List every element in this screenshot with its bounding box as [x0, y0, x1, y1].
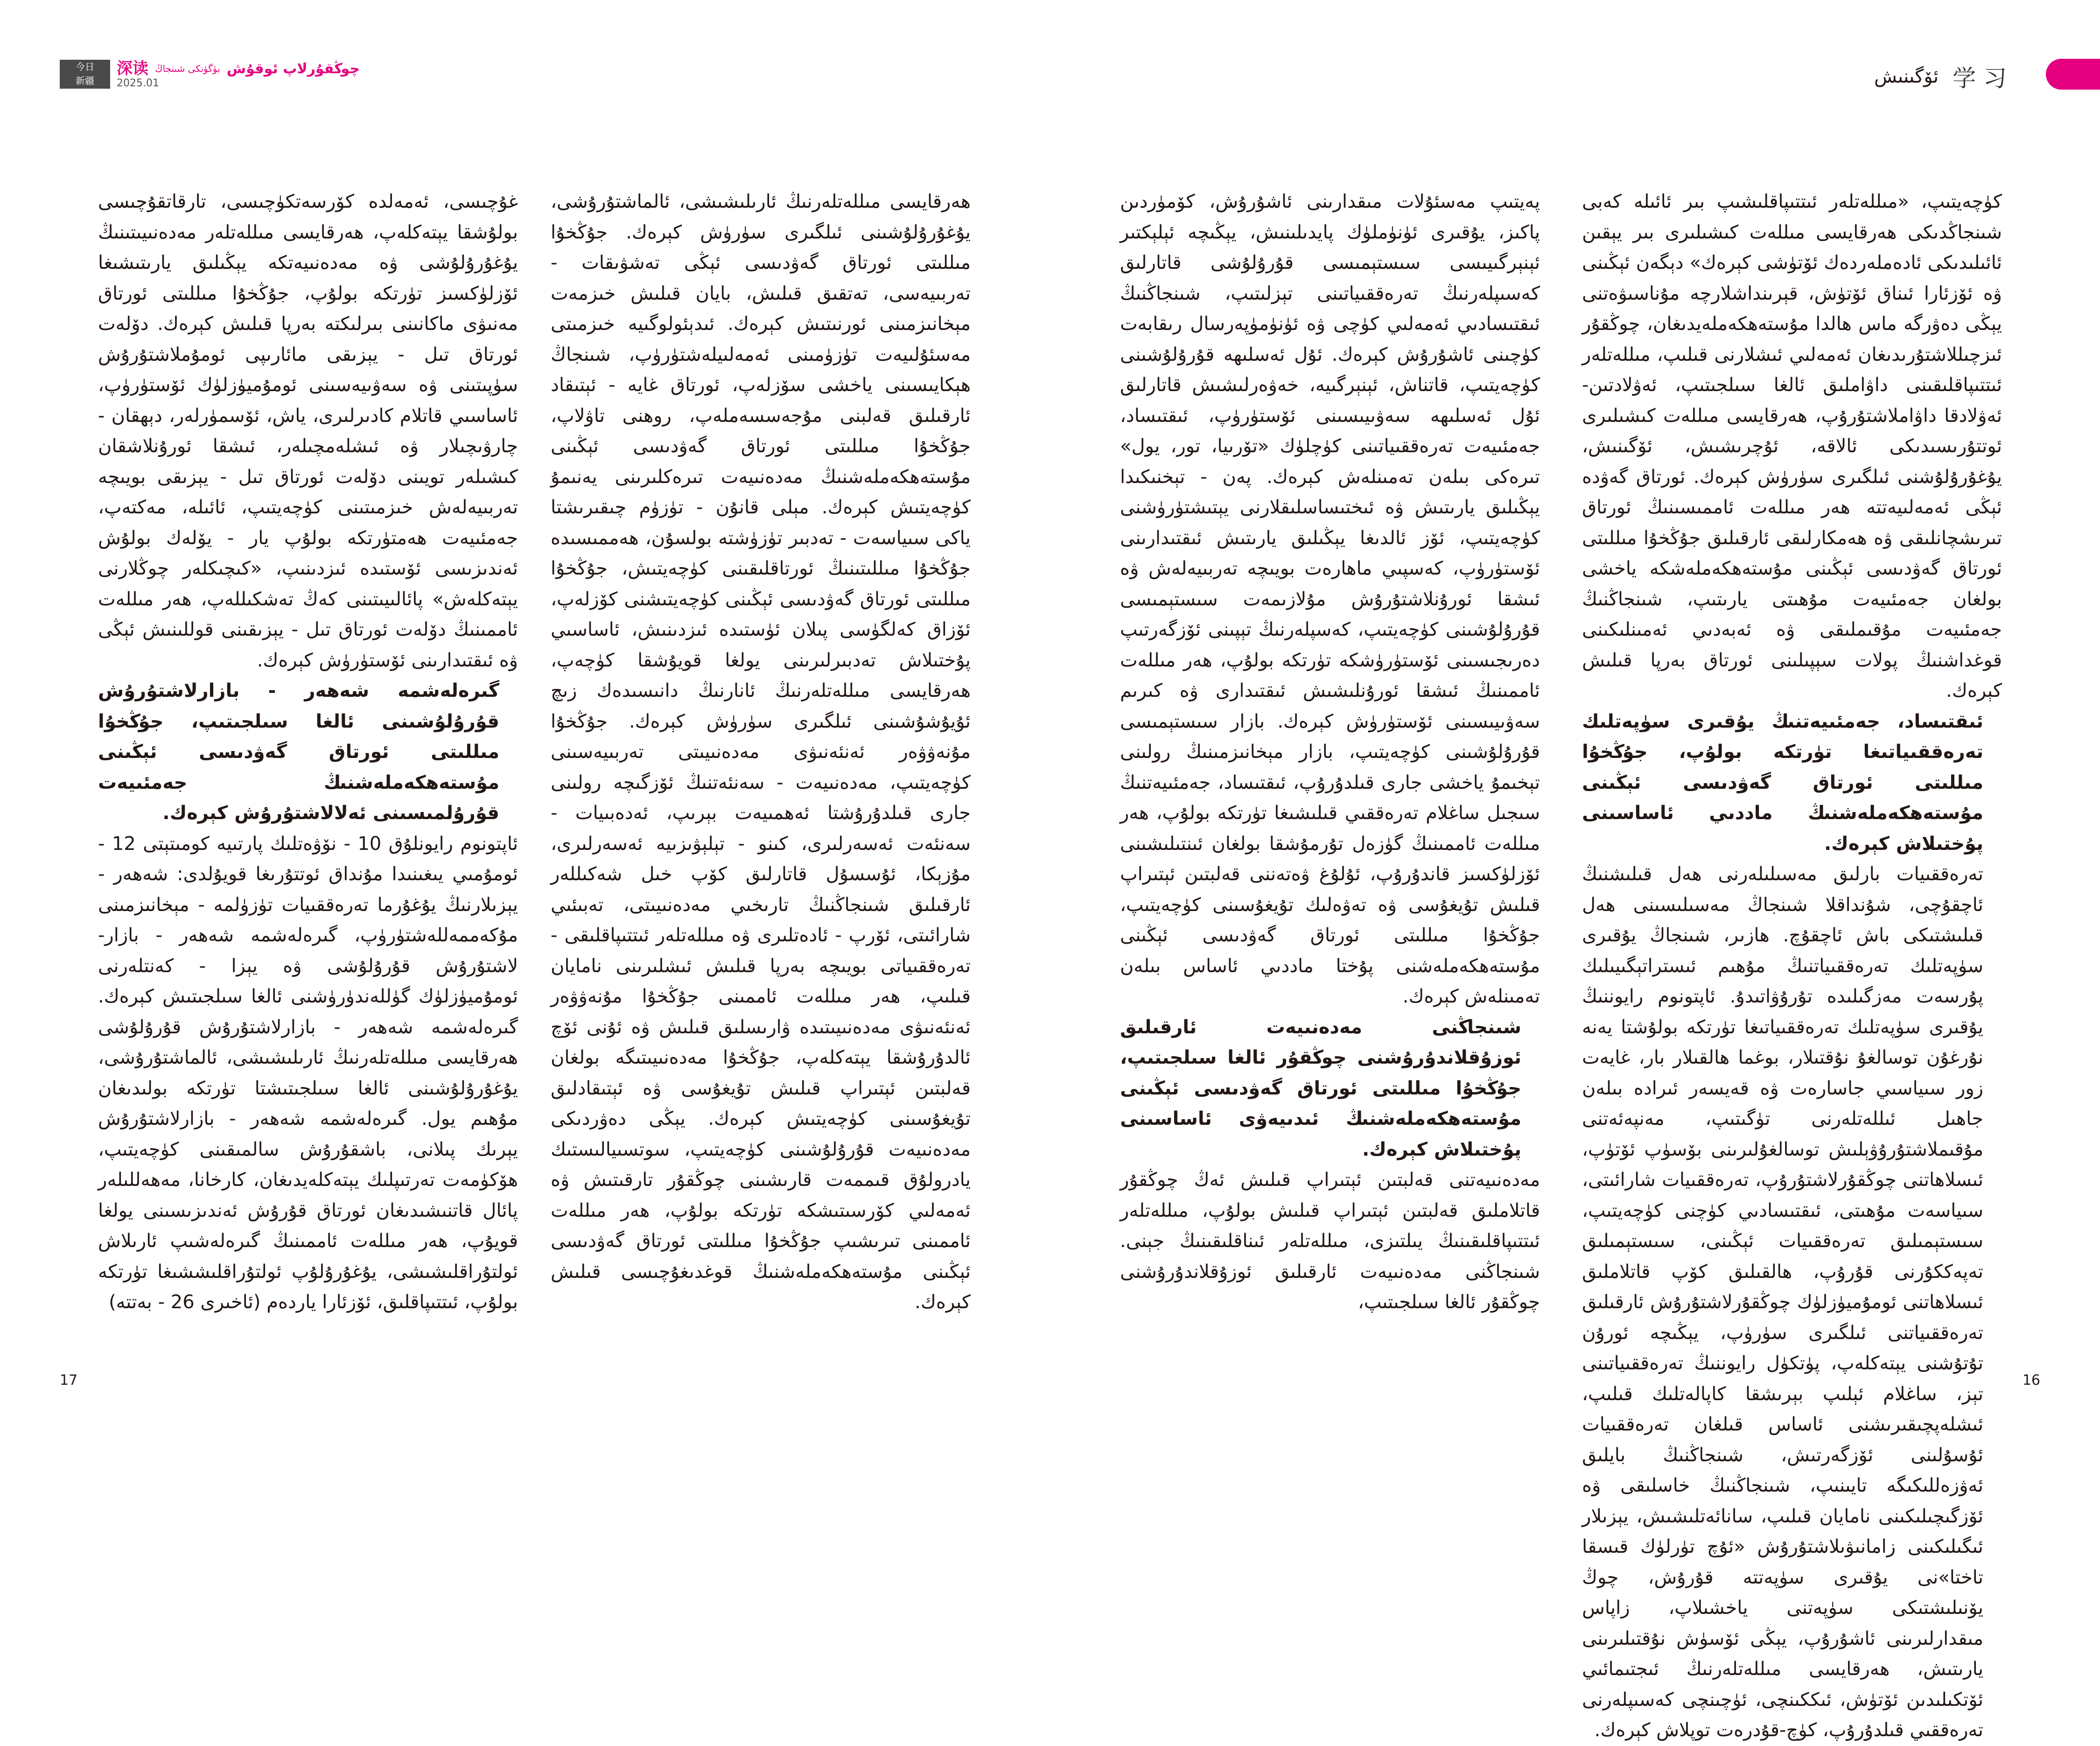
text-column-4	[98, 187, 518, 1367]
logo-sub: 深读	[117, 59, 148, 78]
text-column-3	[551, 187, 971, 1367]
subheading-paragraph: شىنجاڭنى مەدەنىيەت ئارقىلىق ئوزۇقلاندۇرۇشنى چوڭقۇر ئالغا سىلجىتىپ، جۇڭخۇا مىللىتى ئورتاق گەۋدىسى ئېڭىنى مۇستەھكەملەشنىڭ ئىدىيەۋى ئاساسىنى پۇختىلاش كېرەك.	[1120, 1016, 1521, 1160]
body-paragraph: پەيتىپ مەسئۇلات مىقدارىنى ئاشۇرۇش، كۆمۈردىن پاكىز، يۇقىرى ئۈنۈملۈك پايدىلىنىش، يېڭىچە ئېلېكتىر ئېنېرگىيىسى سىستېمىسى قۇرۇلۇشى قاتارلىق كەسىپلەرنىڭ تەرەققىياتىنى تېزلىتىپ، شىنجاڭنىڭ ئىقتىسادىي ئەمەلىي كۈچى ۋە ئۈنۈمۈپەرسال رىقابەت كۈچىنى ئاشۇرۇش كېرەك. ئۇل ئەسلىھە قۇرۇلۇشىنى كۈچەيتىپ، قاتناش، ئېنېرگىيە، خەۋەرلىشىش قاتارلىق ئۇل ئەسلىھە سەۋىيىسىنى ئۆستۈرۈپ، ئىقتىساد، جەمئىيەت تەرەققىياتىنى كۈچلۈك «تۆرىيا، تور، يول» تىرەكى بىلەن تەمىنلەش كېرەك. پەن - تېخنىكىدا يېڭىلىق يارىتىش ۋە ئىختىساسلىقلارنى يېتىشتۈرۈشنى كۈچەيتىپ، ئۆز ئالدىغا يېڭىلىق يارىتىش ئىقتىدارىنى ئۆستۈرۈپ، كەسپىي ماھارەت بويىچە تەربىيەلەش ۋە ئىشقا ئورۇنلاشتۇرۇش مۇلازىمەت سىستېمىسى قۇرۇلۇشىنى كۈچەيتىپ، كەسپلەرنىڭ تېپىنى ئۆزگەرتىپ دەرىجىسىنى ئۆستۈرۈشكە تۈرتكە بولۇپ، ھەر مىللەت ئاممىنىڭ ئىشقا ئورۇنلىشىش ئىقتىدارى ۋە كىرىم سەۋىيىسىنى ئۆستۈرۈش كېرەك. بازار سىستېمىسى قۇرۇلۇشىنى كۈچەيتىپ، بازار مېخانىزمىنىڭ رولىنى تېخىمۇ ياخشى جارى قىلدۇرۇپ، ئىقتىساد، جەمئىيەتنىڭ سىجىل ساغلام تەرەققىي قىلىشىغا تۈرتكە بولۇپ، ھەر مىللەت ئاممىنىڭ گۈزەل تۇرمۇشقا بولغان ئىنتىلىشىنى ئۆزلۈكسىز قاندۇرۇپ، ئۇلۇغ ۋەتەننى قەلبتىن ئېتىراپ قىلىش تۇيغۇسى ۋە تەۋەلىك تۇيغۇسىنى كۈچەيتىپ، جۇڭخۇا مىللىتى ئورتاق گەۋدىسى ئېڭىنى مۇستەھكەملەشنى پۇختا ماددىي ئاساس بىلەن تەمىنلەش كېرەك.	[1120, 191, 1540, 1007]
subheading-paragraph: گىرەلەشمە شەھەر - بازارلاشتۇرۇش قۇرۇلۇشىنى ئالغا سىلجىتىپ، جۇڭخۇا مىللىتى ئورتاق گەۋدىسى ئېڭىنى مۇستەھكەملەشنىڭ جەمئىيەت قۇرۇلمىسىنى ئەلالاشتۇرۇش كېرەك.	[98, 680, 499, 824]
magazine-title: چوڭقۇرلاپ ئوقۇش	[226, 60, 360, 77]
logo-line1: 今日	[76, 61, 94, 72]
issue-date: 2025.01	[117, 77, 159, 89]
body-paragraph: ھەرقايسى مىللەتلەرنىڭ ئارىلىشىشى، ئالماشتۇرۇشى، يۇغۇرۇلۇشىنى ئىلگىرى سۈرۈش كېرەك. جۇڭخۇا مىللىتى ئورتاق گەۋدىسى ئېڭى تەشۋىقات - تەربىيەسى، تەتقىق قىلىش، بايان قىلىش خىزمەت مېخانىزمىنى ئورنىتىش كېرەك. ئىدېئولوگىيە خىزمىتى مەسئۇلىيەت تۈزۈمىنى ئەمەلىيلەشتۈرۈپ، شىنجاڭ ھېكايىسىنى ياخشى سۆزلەپ، ئورتاق غايە - ئېتىقاد ئارقىلىق قەلبنى مۇجەسسەملەپ، روھنى تاۋلاپ، جۇڭخۇا مىللىتى ئورتاق گەۋدىسى ئېڭىنى مۇستەھكەملەشنىڭ مەدەنىيەت تىرەكلىرىنى يەنىمۇ كۈچەيتىش كېرەك. مېلى قانۇن - تۈزۈم چىقىرىشتا ياكى سىياسەت - تەدبىر تۈزۈشتە بولسۇن، ھەممىسىدە جۇڭخۇا مىللىتىنىڭ ئورتاقلىقىنى كۈچەيتىش، جۇڭخۇا مىللىتى ئورتاق گەۋدىسى ئېڭىنى كۈچەيتىشنى كۆزلەپ، ئۆزاق كەلگۈسى پىلان ئۈستىدە ئىزدىنىش، ئاساسىي پۇختىلاش تەدبىرلىرىنى يولغا قويۇشقا كۈچەپ، ھەرقايسى مىللەتلەرنىڭ ئانارنىڭ دانىسىدەك زىچ ئۇيۇشۇشىنى ئىلگىرى سۈرۈش كېرەك. جۇڭخۇا مۇنەۋۋەر ئەنئەنىۋى مەدەنىيىتى تەربىيەسىنى كۈچەيتىپ، مەدەنىيەت - سەنئەتنىڭ ئۆزگىچە رولىنى جارى قىلدۇرۇشتا ئەھمىيەت بېرىپ، ئەدەبىيات - سەنئەت ئەسەرلىرى، كىنو - تېلېۋىزىيە ئەسەرلىرى، مۇزېكا، ئۇسسۇل قاتارلىق كۆپ خىل شەكىللەر ئارقىلىق شىنجاڭنىڭ تارىخىي مەدەنىيىتى، تەبىئىي شارائىتى، ئۆرپ - ئادەتلىرى ۋە مىللەتلەر ئىتتىپاقلىقى - تەرەققىياتى بويىچە بەرپا قىلىش ئىشلىرىنى نامايان قىلىپ، ھەر مىللەت ئاممىنى جۇڭخۇا مۇنەۋۋەر ئەنئەنىۋى مەدەنىيىتىدە ۋارىسلىق قىلىش ۋە ئۇنى ئۆچ ئالدۇرۇشقا يېتەكلەپ، جۇڭخۇا مەدەنىيىتىگە بولغان قەلبتىن ئېتىراپ قىلىش تۇيغۇسى ۋە ئېتىقادلىق تۇيغۇسىنى كۈچەيتىش كېرەك. يېڭى دەۋردىكى مەدەنىيەت قۇرۇلۇشىنى كۈچەيتىپ، سوتسىيالىستىك يادرولۇق قىممەت قارىشىنى چوڭقۇر تارقىتىش ۋە ئەمەلىي كۆرسىتىشكە تۈرتكە بولۇپ، ھەر مىللەت ئاممىنى تىرىشىپ جۇڭخۇا مىللىتى ئورتاق گەۋدىسى ئېڭىنى مۇستەھكەملەشنىڭ قوغدىغۇچىسى قىلىش كېرەك.	[551, 191, 971, 1313]
logo-badge	[60, 60, 110, 89]
page-number-right: 16	[2022, 1372, 2040, 1388]
text-column-1	[1582, 187, 2002, 1741]
body-paragraph: ئاپتونوم رايونلۇق 10 - نۆۋەتلىك پارتىيە كومىتېتى 12 - ئومۇمىي يىغىنىدا مۇنداق ئوتتۇرىغا قويۇلدى: شەھەر - يېزىلارنىڭ يۇغۇرما تەرەققىيات تۈزۈلمە - مېخانىزمىنى مۇكەممەللەشتۈرۈپ، گىرەلەشمە شەھەر - بازار-لاشتۇرۇش قۇرۇلۇشى ۋە يېزا - كەنتلەرنى ئومۇميۈزلۈك گۈللەندۈرۈشنى ئالغا سىلجىتىش كېرەك. گىرەلەشمە شەھەر - بازارلاشتۇرۇش قۇرۇلۇشى ھەرقايسى مىللەتلەرنىڭ ئارىلىشىشى، ئالماشتۇرۇشى، يۇغۇرۇلۇشىنى ئالغا سىلجىتىشتا تۈرتكە بولىدىغان مۇھىم يول. گىرەلەشمە شەھەر - بازارلاشتۇرۇش يېرىك پىلانى، باشقۇرۇش سالمىقىنى كۈچەيتىپ، ھۆكۈمەت تەرتىپلىك يېتەكلەيدىغان، كارخانا، مەھەللىلەر پائال قاتنىشىدىغان ئورتاق قۇرۇش ئەندىزىسىنى يولغا قويۇپ، ھەر مىللەت ئاممىنىڭ گىرەلەشىپ ئارىلاش ئولتۇراقلىشىشى، يۇغۇرۇلۇپ ئولتۇراقلىششىغا تۈرتكە بولۇپ، ئىتتىپاقلىق، ئۆزئارا ياردەم (ئاخىرى 26 - بەتتە)	[98, 833, 518, 1313]
section-title-ug: ئۆگىنىش	[1874, 66, 1939, 87]
logo-line2: 新疆	[76, 75, 94, 86]
text-column-2	[1120, 187, 1540, 1367]
section-title-zh: 学 习	[1953, 65, 2007, 92]
magazine-logo	[60, 60, 360, 90]
subheading-paragraph: ئىقتىساد، جەمئىيەتنىڭ يۇقىرى سۈپەتلىك تەرەققىياتىغا تۈرتكە بولۇپ، جۇڭخۇا مىللىتى ئورتاق گەۋدىسى ئېڭىنى مۇستەھكەملەشنىڭ ماددىي ئاساسىنى پۇختىلاش كېرەك.	[1582, 710, 1983, 855]
body-paragraph: مەدەنىيەتنى قەلبتىن ئېتىراپ قىلىش ئەڭ چوڭقۇر قاتلاملىق قەلبتىن ئېتىراپ قىلىش بولۇپ، مىللەتلەر ئىتتىپاقلىقىنىڭ يىلتىزى، مىللەتلەر ئىناقلىقىنىڭ جېنى. شىنجاڭنى مەدەنىيەت ئارقىلىق ئوزۇقلاندۇرۇشنى چوڭقۇر ئالغا سىلجىتىپ،	[1120, 1169, 1540, 1313]
section-marker	[2046, 59, 2100, 90]
page-number-left: 17	[60, 1372, 78, 1388]
body-paragraph: كۈچەيتىپ، «مىللەتلەر ئىتتىپاقلىشىپ بىر ئائىلە كەبى شىنجاڭدىكى ھەرقايسى مىللەت كىشىلىرى بىر يېقىن ئائىلىدىكى ئادەملەردەك ئۆتۈشى كېرەك» دېگەن ئېڭىنى ۋە ئۆزئارا ئىناق ئۆتۈش، قېرىنداشلارچە مۇناسىۋەتنى يېڭى دەۋرگە ماس ھالدا مۇستەھكەملەيدىغان، چوڭقۇر ئىزچىللاشتۇرىدىغان ئەمەلىي ئىشلارنى قىلىپ، مىللەتلەر ئىتتىپاقلىقىنى داۋاملىق ئالغا سىلجىتىپ، ئەۋلادتىن-ئەۋلادقا داۋاملاشتۇرۇپ، ھەرقايسى مىللەت كىشىلىرى ئوتتۇرىسىدىكى ئالاقە، ئۇچرىشىش، ئۆگىنىش، يۇغۇرۇلۇشنى ئىلگىرى سۈرۈش كېرەك. ئورتاق گەۋدە ئېڭى ئەمەلىيەتتە ھەر مىللەت ئاممىسىنىڭ ئورتاق تىرىشچانلىقى ۋە ھەمكارلىقى ئارقىلىق جۇڭخۇا مىللىتى ئورتاق گەۋدىسى ئېڭىنى مۇستەھكەملەشكە ياخشى بولغان جەمئىيەت مۇھىتى يارىتىپ، شىنجاڭنىڭ جەمئىيەت مۇقىملىقى ۋە ئەبەدىي ئەمىنلىكىنى قوغداشنىڭ پولات سېپىلىنى ئورتاق بەرپا قىلىش كېرەك.	[1582, 191, 2002, 701]
logo-small: بۈگۈنكى شىنجاڭ	[155, 63, 220, 74]
body-paragraph: غۇچىسى، ئەمەلدە كۆرسەتكۈچىسى، تارقاتقۇچىسى بولۇشقا يېتەكلەپ، ھەرقايسى مىللەتلەر مەدەنىيىتىنىڭ يۇغۇرۇلۇشى ۋە مەدەنىيەتكە يېڭىلىق يارىتىشىغا ئۆزلۈكسىز تۈرتكە بولۇپ، جۇڭخۇا مىللىتى ئورتاق مەنىۋى ماكانىنى بىرلىكتە بەرپا قىلىش كېرەك. دۆلەت ئورتاق تىل - يېزىقى مائارىپى ئومۇملاشتۇرۇش سۈپىتىنى ۋە سەۋىيەسىنى ئومۇميۈزلۈك ئۆستۈرۈپ، ئاساسىي قاتلام كادىرلىرى، ياش، ئۆسمۈرلەر، دېھقان - چارۋىچىلار ۋە ئىشلەمچىلەر، ئىشقا ئورۇنلاشقان كىشىلەر تويىنى دۆلەت ئورتاق تىل - يېزىقى بويىچە تەربىيەلەش خىزمىتىنى كۈچەيتىپ، ئائىلە، مەكتەپ، جەمئىيەت ھەمتۈرتكە بولۇپ يار - يۆلەك بولۇش ئەندىزىسى ئۆستىدە ئىزدىنىپ، «كىچىكلەر چوڭلارنى يېتەكلەش» پائالىيىتىنى كەڭ تەشكىللەپ، ھەر مىللەت ئاممىنىڭ دۆلەت ئورتاق تىل - يېزىقىنى قوللىنىش ئېڭى ۋە ئىقتىدارىنى ئۆستۈرۈش كېرەك.	[98, 191, 518, 671]
body-paragraph: تەرەققىيات بارلىق مەسىلىلەرنى ھەل قىلىشنىڭ ئاچقۇچى، شۇنداقلا شىنجاڭ مەسىلىسىنى ھەل قىلىشتىكى باش ئاچقۇچ. ھازىر، شىنجاڭ يۇقىرى سۈپەتلىك تەرەققىياتنىڭ مۇھىم ئىستراتېگىيىلىك پۇرسەت مەزگىلىدە تۇرۇۋاتىدۇ. ئاپتونوم رايوننىڭ يۇقىرى سۈپەتلىك تەرەققىياتىغا تۈرتكە بولۇشتا يەنە نۇرغۇن توسالغۇ نۇقتىلار، بوغما ھالقىلار بار، غايەت زور سىياسىي جاسارەت ۋە قەيسەر ئىرادە بىلەن جاھىل ئىللەتلەرنى تۈگىتىپ، مەنپەئەتنى مۇقىملاشتۇرۇۋېلىش توسالغۇلىرىنى بۆسۈپ ئۆتۈپ، ئىسلاھاتنى چوڭقۇرلاشتۇرۇپ، تەرەققىيات شارائىتى، سىياسەت مۇھىتى، ئىقتىسادىي كۈچنى كۈچەيتىپ، سىستېمىلىق تەرەققىيات ئېڭىنى، سىستېمىلىق تەپەككۇرنى قۇرۇپ، ھالقىلىق كۆپ قاتلاملىق ئىسلاھاتنى ئومۇميۈزلۈك چوڭقۇرلاشتۇرۇش ئارقىلىق تەرەققىياتنى ئىلگىرى سۈرۈپ، يېڭىچە ئورۇن تۇتۇشنى يېتەكلەپ، پۈتكۈل رايوننىڭ تەرەققىياتىنى تېز، ساغلام ئېلىپ بېرىشقا كاپالەتلىك قىلىپ، ئىشلەپچىقىرىشنى ئاساس قىلغان تەرەققىيات ئۇسۇلىنى ئۆزگەرتىش، شىنجاڭنىڭ بايلىق ئەۋزەللىكىگە تايىنىپ، شىنجاڭنىڭ خاسلىقى ۋە ئۆزگىچىلىكىنى نامايان قىلىپ، سانائەتلىشىش، يېزىلار ئىگىلىكىنى زامانىۋىلاشتۇرۇش «ئۇچ تۈرلۈك قىسقا تاختا»نى يۇقىرى سۈپەتتە قۇرۇش، چوڭ يۆنىلىشتىكى سۈپەتنى ياخشىلاپ، زاپاس مىقدارلىرىنى ئاشۇرۇپ، يېڭى ئۆسۈش نۇقتىلىرىنى يارىتىش، ھەرقايسى مىللەتلەرنىڭ ئىجتىمائىي ئۆتكىلىدىن ئۆتۈش، ئىككىنچى، ئۈچىنچى كەسىپلەرنى تەرەققىي قىلدۇرۇپ، كۈچ-قۇدرەت توپلاش كېرەك.	[1582, 863, 1983, 1741]
section-tag	[1874, 60, 2007, 93]
